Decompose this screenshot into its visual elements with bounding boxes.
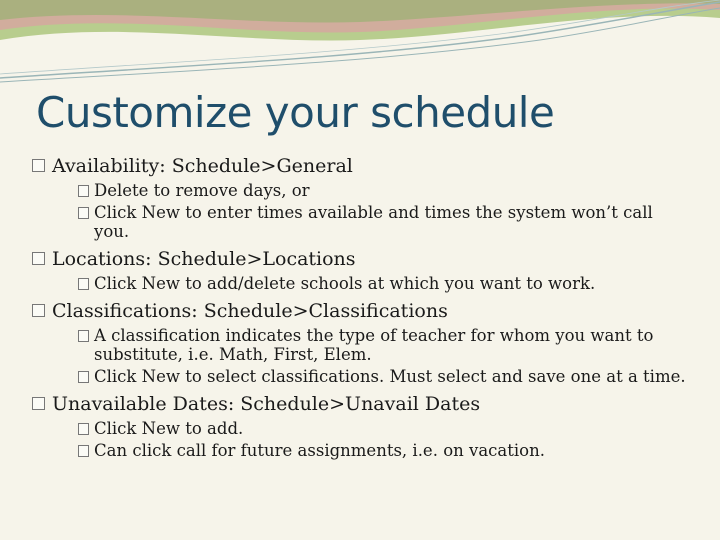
slide-title: Customize your schedule xyxy=(36,88,555,137)
list-item-text: Click New to enter times available and times the system won’t call you. xyxy=(94,203,653,241)
section-locations xyxy=(32,247,692,271)
square-bullet-icon xyxy=(78,278,89,290)
section-availability xyxy=(32,154,692,178)
section-heading: Classifications: Schedule>Classifications xyxy=(52,300,448,322)
list-item xyxy=(32,203,692,241)
list-item-text: Click New to add. xyxy=(94,419,244,438)
section-classifications xyxy=(32,299,692,323)
bullet-list xyxy=(32,152,692,460)
section-heading: Availability: Schedule>General xyxy=(52,155,353,177)
list-item-text: Delete to remove days, or xyxy=(94,181,310,200)
decorative-waves xyxy=(0,0,720,85)
list-item xyxy=(32,441,692,460)
square-bullet-icon xyxy=(78,371,89,383)
list-item-text: A classification indicates the type of teacher for whom you want to substitute, i.e. Math, First, Elem. xyxy=(94,326,654,364)
square-bullet-icon xyxy=(78,185,89,197)
section-heading: Locations: Schedule>Locations xyxy=(52,248,356,270)
list-item-text: Click New to select classifications. Must select and save one at a time. xyxy=(94,367,686,386)
square-bullet-icon xyxy=(32,397,45,410)
list-item xyxy=(32,419,692,438)
list-item-text: Click New to add/delete schools at which you want to work. xyxy=(94,274,596,293)
list-item xyxy=(32,367,692,386)
list-item-text: Can click call for future assignments, i.e. on vacation. xyxy=(94,441,545,460)
square-bullet-icon xyxy=(78,423,89,435)
list-item xyxy=(32,326,692,364)
list-item xyxy=(32,274,692,293)
square-bullet-icon xyxy=(32,252,45,265)
section-heading: Unavailable Dates: Schedule>Unavail Dates xyxy=(52,393,481,415)
square-bullet-icon xyxy=(32,159,45,172)
square-bullet-icon xyxy=(78,330,89,342)
square-bullet-icon xyxy=(78,445,89,457)
list-item xyxy=(32,181,692,200)
section-unavailable-dates xyxy=(32,392,692,416)
square-bullet-icon xyxy=(32,304,45,317)
square-bullet-icon xyxy=(78,207,89,219)
